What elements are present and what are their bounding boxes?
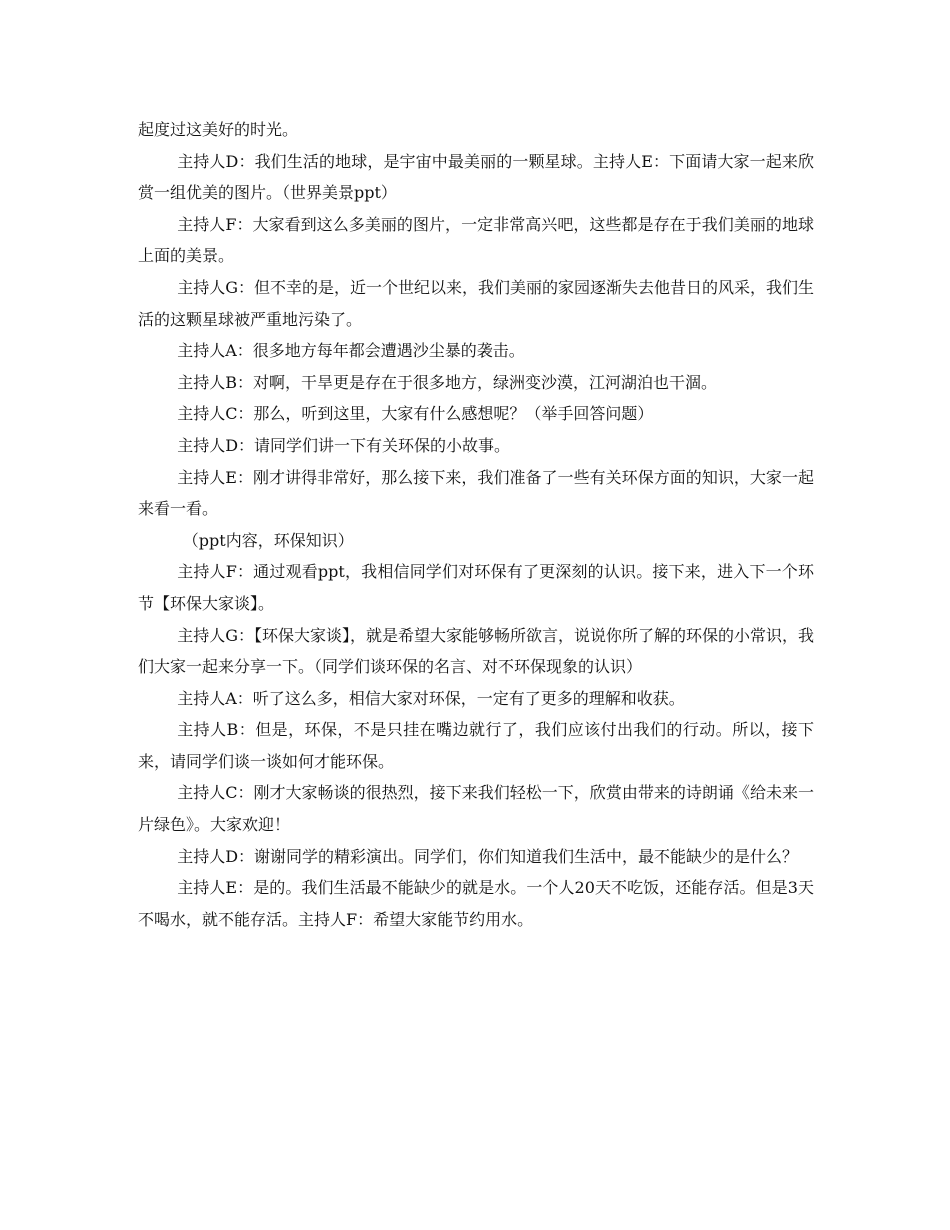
paragraph-continuation: 起度过这美好的时光。 [138,120,299,139]
paragraph-host-b-action: 主持人B：但是，环保，不是只挂在嘴边就行了，我们应该付出我们的行动。所以，接下来，请同学们谈一谈如何才能环保。 [138,720,814,771]
paragraph-host-d-question: 主持人D：谢谢同学的精彩演出。同学们，你们知道我们生活中，最不能缺少的是什么？ [177,846,799,866]
paragraph-host-g-pollution: 主持人G：但不幸的是，近一个世纪以来，我们美丽的家园逐渐失去他昔日的风采，我们生活的这颗星球被严重地污染了。 [138,277,814,329]
paragraph-host-f-next-segment: 主持人F：通过观看ppt，我相信同学们对环保有了更深刻的认识。接下来，进入下一个环节【环保大家谈】。 [138,562,814,613]
paragraph-host-e-knowledge: 主持人E：刚才讲得非常好，那么接下来，我们准备了一些有关环保方面的知识，大家一起来看一看。 [138,467,814,519]
paragraph-host-a-understanding: 主持人A：听了这么多，相信大家对环保，一定有了更多的理解和收获。 [177,688,685,708]
paragraph-host-f-pictures: 主持人F：大家看到这么多美丽的图片，一定非常高兴吧，这些都是存在于我们美丽的地球上面的美景。 [138,214,814,266]
paragraph-host-d-earth: 主持人D：我们生活的地球，是宇宙中最美丽的一颗星球。主持人E：下面请大家一起来欣赏一组优美的图片。（世界美景ppt） [138,151,814,203]
paragraph-host-b-drought: 主持人B：对啊，干旱更是存在于很多地方，绿洲变沙漠，江河湖泊也干涸。 [177,372,717,392]
paragraph-host-a-sandstorm: 主持人A：很多地方每年都会遭遇沙尘暴的袭击。 [177,341,525,361]
paragraph-host-e-water: 主持人E：是的。我们生活最不能缺少的就是水。一个人20天不吃饭，还能存活。但是3天不喝水，就不能存活。主持人F：希望大家能节约用水。 [138,878,814,929]
paragraph-host-c-poem: 主持人C：刚才大家畅谈的很热烈，接下来我们轻松一下，欣赏由带来的诗朗诵《给未来一片绿色》。大家欢迎！ [138,783,814,835]
paragraph-ppt-note: （ppt内容，环保知识） [182,530,354,550]
paragraph-host-d-stories: 主持人D：请同学们讲一下有关环保的小故事。 [177,435,511,455]
document-body [138,114,814,935]
paragraph-host-g-discussion: 主持人G：【环保大家谈】，就是希望大家能够畅所欲言，说说你所了解的环保的小常识，我们大家一起来分享一下。（同学们谈环保的名言、对不环保现象的认识） [138,625,814,677]
paragraph-host-c-thoughts: 主持人C：那么，听到这里，大家有什么感想呢？（举手回答问题） [177,404,654,424]
